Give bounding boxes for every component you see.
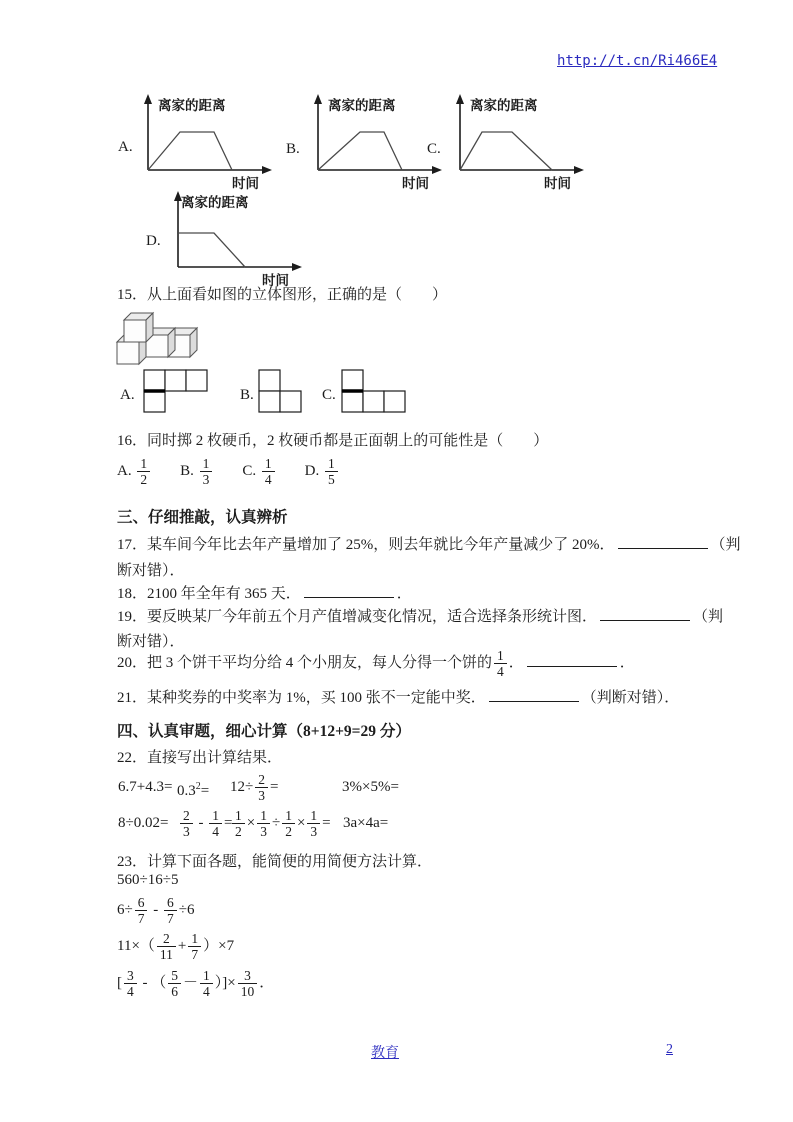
question-20: 20．把 3 个饼干平均分给 4 个小朋友，每人分得一个饼的 $\frac{1}{4}$ ． ． bbox=[117, 647, 635, 680]
distance-time-graph-c bbox=[446, 92, 596, 192]
fraction: $\frac{6}{7}$ bbox=[164, 895, 177, 927]
fraction: $\frac{1}{4}$ bbox=[200, 968, 213, 1000]
y-axis-arrow-icon bbox=[144, 94, 152, 104]
graph-option-letter-d: D. bbox=[146, 233, 161, 249]
x-axis-label: 时间 bbox=[232, 176, 259, 191]
q23-item-3: 11×（ $\frac{2}{11}$ + $\frac{1}{7}$ ）×7 bbox=[117, 930, 235, 963]
x-axis-arrow-icon bbox=[574, 166, 584, 174]
answer-blank bbox=[489, 687, 579, 702]
q22-item-8: 3a×4a= bbox=[343, 815, 389, 831]
graph-c-curve bbox=[460, 132, 552, 170]
graph-option-letter-a: A. bbox=[118, 139, 133, 155]
q22-item-1: 6.7+4.3= bbox=[118, 779, 173, 795]
distance-time-graph-a bbox=[134, 92, 284, 192]
section-3-title: 三、仔细推敲，认真辨析 bbox=[117, 509, 288, 526]
graph-b-curve bbox=[318, 132, 402, 170]
question-17-line1: 17．某车间今年比去年产量增加了 25%，则去年就比今年产量减少了 20%． （判 bbox=[117, 533, 741, 554]
q23-item-2: 6÷ $\frac{6}{7}$ - $\frac{6}{7}$ ÷6 bbox=[117, 894, 195, 927]
distance-time-graph-d bbox=[164, 189, 314, 289]
cube-stack-figure bbox=[114, 311, 204, 369]
x-axis-arrow-icon bbox=[432, 166, 442, 174]
y-axis-arrow-icon bbox=[314, 94, 322, 104]
question-16-text: 16．同时掷 2 枚硬币，2 枚硬币都是正面朝上的可能性是（ ） bbox=[117, 433, 549, 449]
fraction: $\frac{5}{6}$ bbox=[168, 968, 181, 1000]
graph-a-curve bbox=[148, 132, 232, 170]
q22-item-2: $0.3^2=$ bbox=[177, 781, 210, 799]
y-axis-arrow-icon bbox=[456, 94, 464, 104]
question-17-line2: 断对错）． bbox=[117, 563, 185, 579]
q22-item-5: 8÷0.02= bbox=[118, 815, 169, 831]
answer-blank bbox=[600, 606, 690, 621]
cube-top bbox=[124, 313, 153, 342]
y-axis-label: 离家的距离 bbox=[181, 195, 249, 210]
x-axis-arrow-icon bbox=[262, 166, 272, 174]
q22-item-3: 12÷ $\frac{2}{3}$ = bbox=[230, 771, 279, 804]
q22-item-7: $\frac{1}{2}$ × $\frac{1}{3}$ ÷ $\frac{1}{2}$ × $\frac{1}{3}$ = bbox=[230, 806, 331, 840]
fraction: $\frac{1}{5}$ bbox=[325, 456, 338, 488]
question-16-options: A. $\frac{1}{2}$ B. $\frac{1}{3}$ C. $\frac{1}{4}$ D. $\frac{1}{5}$ bbox=[117, 453, 340, 489]
fraction: $\frac{3}{10}$ bbox=[238, 968, 258, 1000]
answer-blank bbox=[618, 534, 708, 549]
fraction: $\frac{1}{4}$ bbox=[209, 808, 222, 840]
question-21: 21．某种奖券的中奖率为 1%，买 100 张不一定能中奖． （判断对错）． bbox=[117, 686, 679, 707]
q22-item-4: 3%×5%= bbox=[342, 779, 399, 795]
fraction: $\frac{6}{7}$ bbox=[135, 895, 148, 927]
footer-page-number[interactable]: 2 bbox=[666, 1042, 673, 1057]
graph-option-letter-c: C. bbox=[427, 141, 441, 157]
fraction: $\frac{1}{3}$ bbox=[257, 808, 270, 840]
fraction: $\frac{1}{3}$ bbox=[200, 456, 213, 488]
fraction: $\frac{1}{4}$ bbox=[262, 456, 275, 488]
footer-education-link[interactable]: 教育 bbox=[371, 1046, 399, 1061]
fraction: $\frac{1}{7}$ bbox=[188, 931, 201, 963]
x-axis-label: 时间 bbox=[262, 273, 289, 288]
fraction: $\frac{1}{3}$ bbox=[307, 808, 320, 840]
fraction: $\frac{1}{2}$ bbox=[137, 456, 150, 488]
graph-d-curve bbox=[178, 233, 245, 267]
q23-item-1: 560÷16÷5 bbox=[117, 872, 179, 888]
q15-shape-a bbox=[142, 369, 212, 415]
question-19-line1: 19．要反映某厂今年前五个月产值增减变化情况，适合选择条形统计图． （判 bbox=[117, 605, 723, 626]
y-axis-label: 离家的距离 bbox=[158, 98, 226, 113]
q23-item-4: [ $\frac{3}{4}$ - （ $\frac{5}{6}$ － $\frac{1}{4}$ ）]× $\frac{3}{10}$ ． bbox=[117, 967, 275, 1000]
graph-option-letter-b: B. bbox=[286, 141, 300, 157]
q15-option-letter-a: A. bbox=[120, 387, 135, 403]
section-4-title: 四、认真审题，细心计算（8+12+9=29 分） bbox=[117, 723, 411, 740]
x-axis-label: 时间 bbox=[544, 176, 571, 191]
question-19-line2: 断对错）． bbox=[117, 634, 185, 650]
q15-shape-b bbox=[257, 369, 305, 415]
q15-shape-c bbox=[340, 369, 410, 415]
x-axis-label: 时间 bbox=[402, 176, 429, 191]
answer-blank bbox=[527, 652, 617, 667]
fraction: $\frac{2}{3}$ bbox=[180, 808, 193, 840]
header-url-link[interactable]: http://t.cn/Ri466E4 bbox=[557, 53, 718, 69]
question-15-text: 15．从上面看如图的立体图形，正确的是（ ） bbox=[117, 287, 448, 303]
fraction: $\frac{3}{4}$ bbox=[124, 968, 137, 1000]
y-axis-label: 离家的距离 bbox=[470, 98, 538, 113]
q15-option-letter-c: C. bbox=[322, 387, 336, 403]
q15-option-letter-b: B. bbox=[240, 387, 254, 403]
fraction: $\frac{1}{2}$ bbox=[282, 808, 295, 840]
fraction: $\frac{2}{11}$ bbox=[157, 931, 176, 963]
fraction: $\frac{2}{3}$ bbox=[255, 772, 268, 804]
answer-blank bbox=[304, 583, 394, 598]
fraction: $\frac{1}{2}$ bbox=[232, 808, 245, 840]
y-axis-label: 离家的距离 bbox=[328, 98, 396, 113]
q22-item-6: $\frac{2}{3}$ - $\frac{1}{4}$ = bbox=[178, 806, 232, 840]
fraction: $\frac{1}{4}$ bbox=[494, 648, 507, 680]
question-22-title: 22．直接写出计算结果． bbox=[117, 750, 283, 766]
question-23-title: 23．计算下面各题，能简便的用简便方法计算． bbox=[117, 854, 433, 870]
question-18: 18．2100 年全年有 365 天． ． bbox=[117, 582, 412, 603]
x-axis-arrow-icon bbox=[292, 263, 302, 271]
